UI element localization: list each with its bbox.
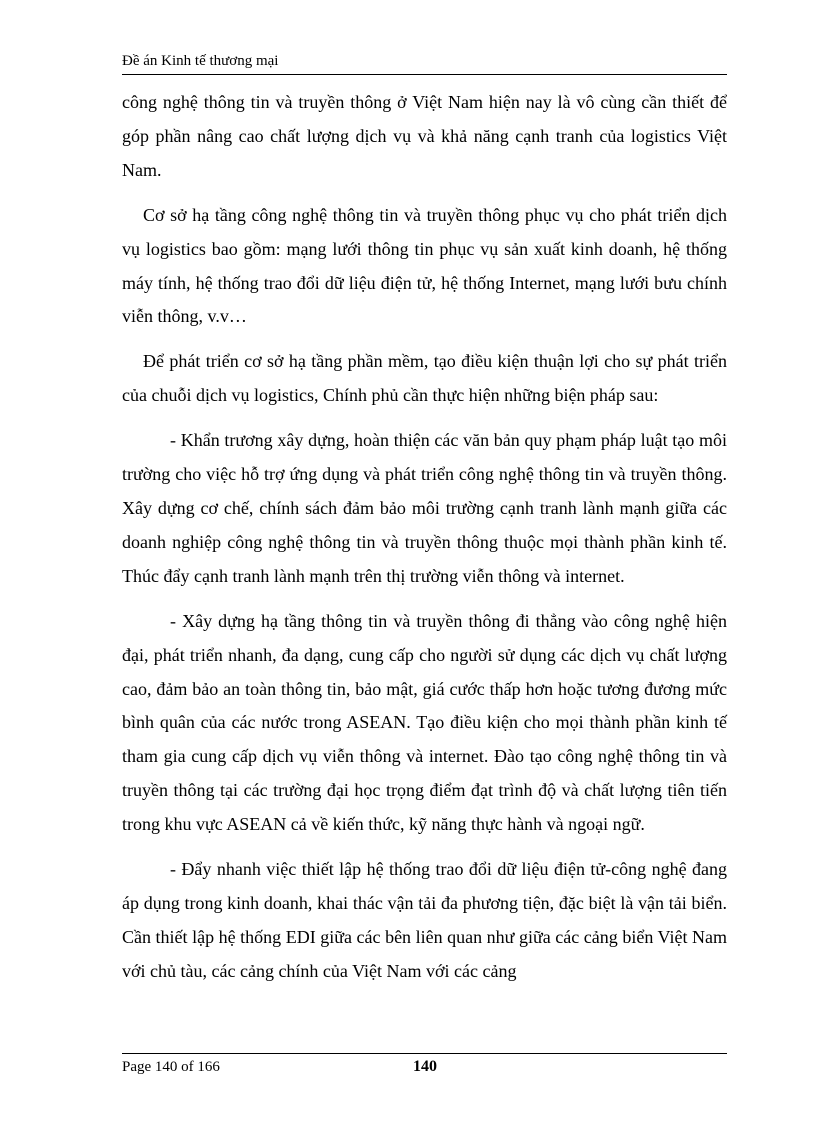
list-item: - Xây dựng hạ tầng thông tin và truyền thông đi thẳng vào công nghệ hiện đại, phát triển nhanh, đa dạng, cung cấp cho người sử dụng các dịch vụ chất lượng cao, đảm bảo an toàn thông tin, bảo mật, giá cước thấp hơn hoặc tương đương mức bình quân của các nước trong ASEAN. Tạo điều kiện cho mọi thành phần kinh tế tham gia cung cấp dịch vụ viễn thông và internet. Đào tạo công nghệ thông tin và truyền thông tại các trường đại học trọng điểm đạt trình độ và chất lượng tiên tiến trong khu vực ASEAN cả về kiến thức, kỹ năng thực hành và ngoại ngữ. — [122, 610, 727, 835]
header-title: Đề án Kinh tế thương mại — [122, 53, 279, 69]
list-item: - Đẩy nhanh việc thiết lập hệ thống trao đổi dữ liệu điện tử-công nghệ đang áp dụng trong kinh doanh, khai thác vận tải đa phương tiện, đặc biệt là vận tải biển. Cần thiết lập hệ thống EDI giữa các bên liên quan như giữa các cảng biển Việt Nam với chủ tàu, các cảng chính của Việt Nam với các cảng — [122, 859, 727, 981]
list-item: - Khẩn trương xây dựng, hoàn thiện các văn bản quy phạm pháp luật tạo môi trường cho việc hỗ trợ ứng dụng và phát triển công nghệ thông tin và truyền thông. Xây dựng cơ chế, chính sách đảm bảo môi trường cạnh tranh lành mạnh giữa các doanh nghiệp công nghệ thông tin và truyền thông thuộc mọi thành phần kinh tế. Thúc đẩy cạnh tranh lành mạnh trên thị trường viễn thông và internet. — [122, 430, 727, 586]
page-footer — [122, 1053, 727, 1084]
page-number: 140 — [413, 1058, 437, 1075]
page-label: Page 140 of 166 — [122, 1059, 220, 1075]
paragraph: Cơ sở hạ tầng công nghệ thông tin và truyền thông phục vụ cho phát triển dịch vụ logistics bao gồm: mạng lưới thông tin phục vụ sản xuất kinh doanh, hệ thống máy tính, hệ thống trao đổi dữ liệu điện tử, hệ thống Internet, mạng lưới bưu chính viễn thông, v.v… — [122, 204, 727, 327]
paragraph: công nghệ thông tin và truyền thông ở Việt Nam hiện nay là vô cùng cần thiết để góp phần nâng cao chất lượng dịch vụ và khả năng cạnh tranh của logistics Việt Nam. — [122, 92, 727, 180]
document-body — [122, 86, 727, 1000]
paragraph: Để phát triển cơ sở hạ tầng phần mềm, tạo điều kiện thuận lợi cho sự phát triển của chuỗi dịch vụ logistics, Chính phủ cần thực hiện những biện pháp sau: — [122, 351, 727, 406]
page-header — [122, 52, 727, 75]
